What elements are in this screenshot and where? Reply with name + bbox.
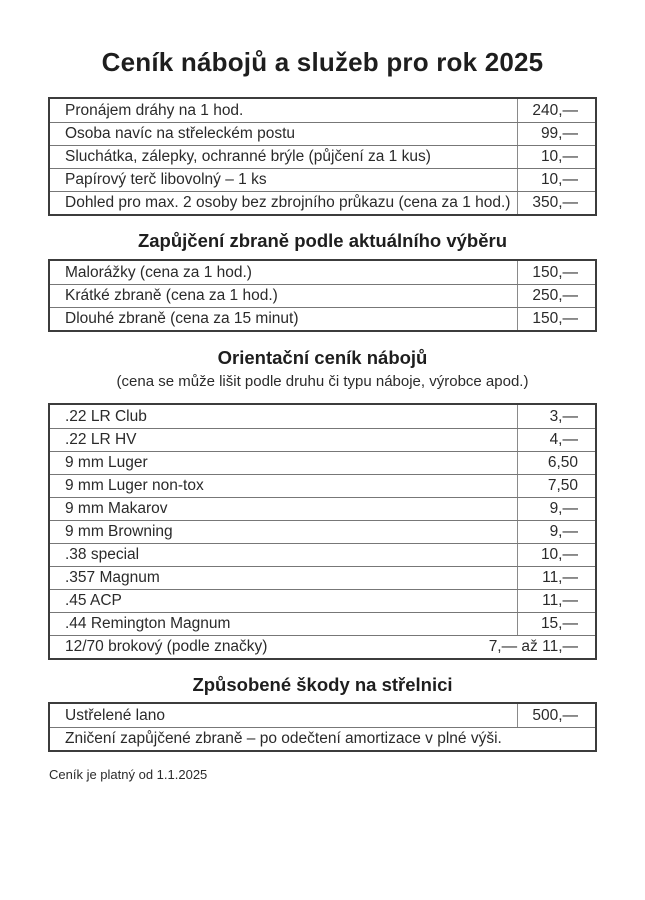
item-label: Ustřelené lano: [50, 704, 518, 727]
item-price: 7,50: [547, 477, 578, 494]
item-price: 500,—: [532, 706, 578, 724]
item-label: 9 mm Luger: [50, 452, 518, 474]
item-label: .45 ACP: [50, 590, 518, 612]
item-label: .22 LR HV: [50, 429, 518, 451]
table-row: [50, 428, 595, 451]
validity-note: Ceník je platný od 1.1.2025: [49, 767, 208, 782]
table-row: [50, 284, 595, 307]
item-label: 9 mm Luger non-tox: [50, 475, 518, 497]
document-title: Ceník nábojů a služeb pro rok 2025: [101, 47, 544, 77]
item-label: 9 mm Makarov: [50, 498, 518, 520]
item-price: 9,—: [549, 523, 578, 540]
item-label: Malorážky (cena za 1 hod.): [50, 261, 518, 284]
table-row: [50, 99, 595, 122]
item-price: 350,—: [532, 194, 578, 211]
item-label: Krátké zbraně (cena za 1 hod.): [50, 285, 518, 307]
services-table: [48, 97, 597, 216]
table-row: [50, 589, 595, 612]
item-label: .22 LR Club: [50, 405, 518, 428]
table-row: [50, 635, 595, 658]
item-label: Pronájem dráhy na 1 hod.: [50, 99, 518, 122]
table-row: [50, 405, 595, 428]
item-price: 11,—: [542, 592, 578, 609]
table-row: [50, 191, 595, 214]
table-row: [50, 727, 595, 750]
item-price: 99,—: [540, 125, 578, 142]
section-heading-rental: Zapůjčení zbraně podle aktuálního výběru: [137, 230, 508, 251]
item-label: 9 mm Browning: [50, 521, 518, 543]
item-price: 15,—: [540, 615, 578, 632]
item-price: 10,—: [540, 171, 578, 188]
table-row: [50, 520, 595, 543]
table-row: [50, 612, 595, 635]
item-price: 6,50: [547, 454, 578, 471]
item-label: .357 Magnum: [50, 567, 518, 589]
table-row: [50, 543, 595, 566]
table-row: [50, 704, 595, 727]
rental-table: [48, 259, 597, 332]
damages-table: [48, 702, 597, 752]
table-row: [50, 261, 595, 284]
item-price: 10,—: [540, 148, 578, 165]
item-label: .44 Remington Magnum: [50, 613, 518, 635]
item-price: 11,—: [542, 569, 578, 586]
section-heading-ammo: Orientační ceník nábojů: [217, 347, 428, 368]
item-label: Sluchátka, zálepky, ochranné brýle (půjčení za 1 kus): [50, 146, 518, 168]
item-price: 3,—: [549, 407, 578, 425]
item-label: .38 special: [50, 544, 518, 566]
item-label: Osoba navíc na střeleckém postu: [50, 123, 518, 145]
table-row: [50, 497, 595, 520]
item-label: Papírový terč libovolný – 1 ks: [50, 169, 518, 191]
table-row: [50, 451, 595, 474]
item-label: Dlouhé zbraně (cena za 15 minut): [50, 308, 518, 330]
table-row: [50, 307, 595, 330]
item-price: 150,—: [532, 310, 578, 327]
item-price: 10,—: [540, 546, 578, 563]
section-heading-damages: Způsobené škody na střelnici: [192, 674, 453, 695]
table-row: [50, 566, 595, 589]
table-row: [50, 122, 595, 145]
table-row: [50, 474, 595, 497]
section-subheading-ammo: (cena se může lišit podle druhu či typu náboje, výrobce apod.): [116, 373, 529, 390]
ammo-table: [48, 403, 597, 660]
item-label: 12/70 brokový (podle značky): [65, 638, 268, 655]
item-price: 150,—: [532, 263, 578, 281]
item-price: 250,—: [532, 287, 578, 304]
item-label: Dohled pro max. 2 osoby bez zbrojního průkazu (cena za 1 hod.): [50, 192, 518, 214]
item-price: 4,—: [549, 431, 578, 448]
table-row: [50, 145, 595, 168]
item-price: 7,— až 11,—: [488, 638, 578, 655]
item-label: Zničení zapůjčené zbraně – po odečtení amortizace v plné výši.: [65, 730, 502, 747]
item-price: 9,—: [549, 500, 578, 517]
item-price: 240,—: [532, 101, 578, 119]
table-row: [50, 168, 595, 191]
